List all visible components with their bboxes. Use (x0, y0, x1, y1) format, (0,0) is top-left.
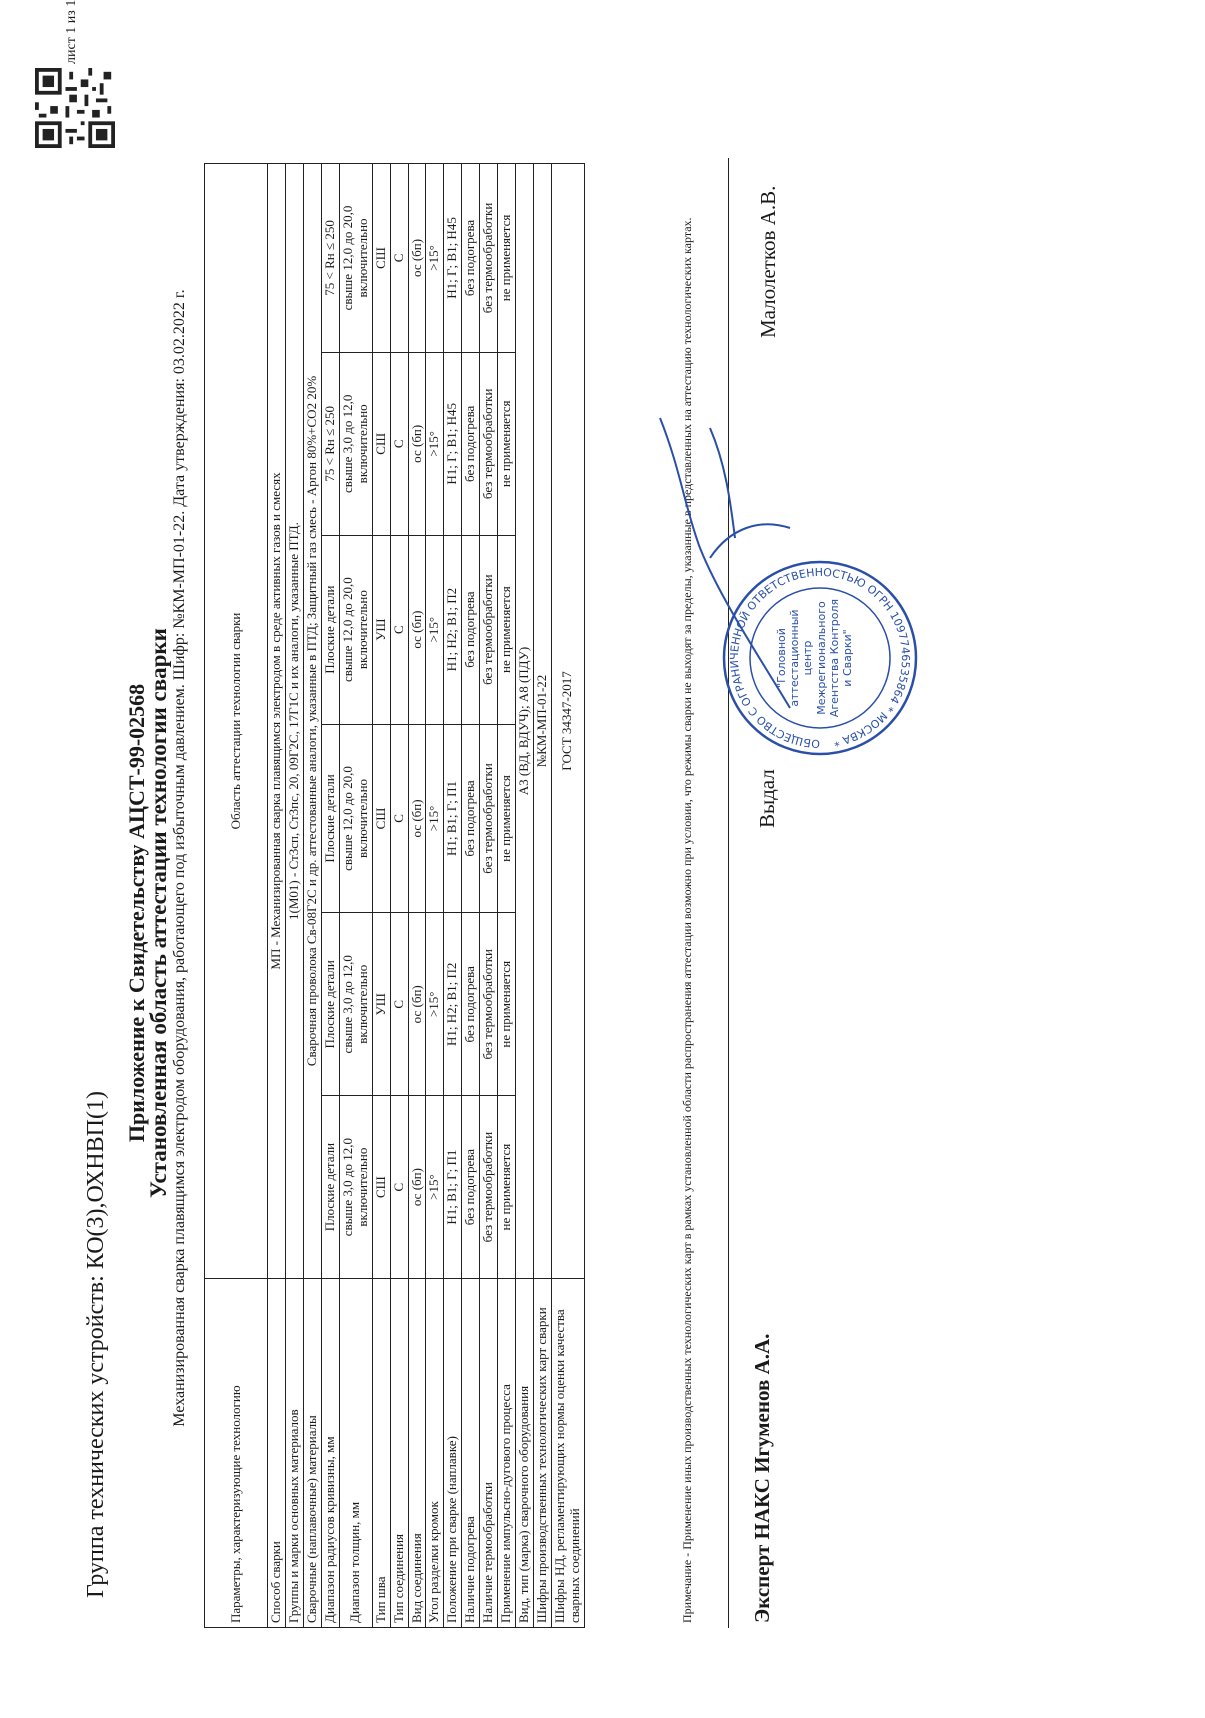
table-row (321, 164, 339, 1628)
table-row (498, 164, 516, 1628)
row-value: Сварочная проволока Св-08Г2С и др. аттестованные аналоги, указанные в ПТД; Защитный газ смесь - Аргон 80%+CO2 20% (303, 164, 321, 1279)
table-cell: С (390, 913, 408, 1096)
table-cell: >15° (426, 913, 444, 1096)
table-cell: свыше 12,0 до 20,0 включительно (339, 164, 372, 353)
area-header: Область аттестации технологии сварки (205, 164, 268, 1279)
footnote: Примечание - Применение иных производственных технологических карт в рамках установленной области распространения аттестации возможно при условии, что режимы сварки не выходят за пределы, указанные в представленных на аттестацию технологических картах. (680, 217, 694, 1623)
table-cell: не применяется (498, 1096, 516, 1279)
row-value: ГОСТ 34347-2017 (552, 164, 585, 1279)
attestation-table (204, 163, 585, 1628)
table-cell: ос (бп) (408, 164, 426, 353)
table-cell: без подогрева (462, 352, 480, 535)
device-group-line: Группа технических устройств: КО(3),ОХНВП(1) (83, 1091, 109, 1598)
table-row (552, 164, 585, 1628)
table-cell: без термообработки (480, 724, 498, 913)
table-cell: С (390, 1096, 408, 1279)
table-cell: Плоские детали (321, 535, 339, 724)
table-row (516, 164, 534, 1628)
table-cell: 75 < Rн ≤ 250 (321, 164, 339, 353)
param-header: Параметры, характеризующие технологию (205, 1279, 268, 1628)
table-cell: ос (бп) (408, 535, 426, 724)
table-row (462, 164, 480, 1628)
table-cell: Н1; Н2; В1; П2 (444, 535, 462, 724)
sheet-number: лист 1 из 1 (64, 0, 79, 64)
table-cell: свыше 3,0 до 12,0 включительно (339, 1096, 372, 1279)
table-cell: свыше 12,0 до 20,0 включительно (339, 724, 372, 913)
table-cell: С (390, 535, 408, 724)
row-label: Применение импульсно-дугового процесса (498, 1279, 516, 1628)
table-row (390, 164, 408, 1628)
table-row (480, 164, 498, 1628)
signer-name: Малолетков А.В. (756, 185, 780, 338)
table-row (268, 164, 286, 1628)
table-cell: не применяется (498, 724, 516, 913)
table-cell: >15° (426, 535, 444, 724)
table-cell: без термообработки (480, 1096, 498, 1279)
table-cell: без подогрева (462, 164, 480, 353)
table-cell: С (390, 164, 408, 353)
table-row (303, 164, 321, 1628)
table-row (426, 164, 444, 1628)
signature-icon (640, 398, 810, 718)
stamp-ring-text: ОБЩЕСТВО С ОГРАНИЧЕННОЙ ОТВЕТСТВЕННОСТЬЮ ОГРН 1097746535864 * МОСКВА * (727, 565, 913, 751)
table-cell: без термообработки (480, 913, 498, 1096)
table-row (444, 164, 462, 1628)
row-label: Наличие подогрева (462, 1279, 480, 1628)
stamp-center-text: "Головной аттестационный центр Межрегионального Агентства Контроля и Сварки" (775, 598, 854, 718)
table-row (372, 164, 390, 1628)
table-cell: без термообработки (480, 164, 498, 353)
row-value: А3 (ВД, ВДУЧ); А8 (ПДУ) (516, 164, 534, 1279)
row-label: Угол разделки кромок (426, 1279, 444, 1628)
table-cell: >15° (426, 164, 444, 353)
table-cell: ос (бп) (408, 724, 426, 913)
table-cell: Плоские детали (321, 1096, 339, 1279)
table-cell: свыше 3,0 до 12,0 включительно (339, 352, 372, 535)
table-row (285, 164, 303, 1628)
row-value: 1(М01) - Ст3сп, Ст3пс, 20, 09Г2С, 17Г1С и их аналоги, указанные ПТД. (285, 164, 303, 1279)
table-cell: ос (бп) (408, 352, 426, 535)
table-cell: не применяется (498, 164, 516, 353)
row-label: Способ сварки (268, 1279, 286, 1628)
table-cell: Н1; Г; В1; Н45 (444, 352, 462, 535)
row-label: Шифры производственных технологических карт сварки (534, 1279, 552, 1628)
row-label: Тип соединения (390, 1279, 408, 1628)
table-cell: Плоские детали (321, 913, 339, 1096)
table-cell: ос (бп) (408, 913, 426, 1096)
table-cell: УШ (372, 535, 390, 724)
row-label: Шифры НД, регламентирующих нормы оценки качества сварных соединений (552, 1279, 585, 1628)
table-cell: без подогрева (462, 535, 480, 724)
table-cell: СШ (372, 164, 390, 353)
row-label: Вид соединения (408, 1279, 426, 1628)
row-label: Тип шва (372, 1279, 390, 1628)
row-label: Диапазон толщин, мм (339, 1279, 372, 1628)
table-cell: С (390, 724, 408, 913)
table-cell: С (390, 352, 408, 535)
subtitle: Установленная область аттестации технологии сварки (146, 628, 171, 1198)
table-cell: не применяется (498, 913, 516, 1096)
table-cell: Н1; Н2; В1; П2 (444, 913, 462, 1096)
table-cell: Н1; Г; В1; Н45 (444, 164, 462, 353)
table-cell: СШ (372, 352, 390, 535)
row-label: Сварочные (наплавочные) материалы (303, 1279, 321, 1628)
table-cell: Плоские детали (321, 724, 339, 913)
table-cell: не применяется (498, 352, 516, 535)
expert-name: Эксперт НАКС Игуменов А.А. (750, 1333, 774, 1623)
issued-label: Выдал (755, 769, 779, 828)
table-row (534, 164, 552, 1628)
table-cell: ос (бп) (408, 1096, 426, 1279)
table-row (408, 164, 426, 1628)
table-cell: без подогрева (462, 1096, 480, 1279)
table-cell: 75 < Rн ≤ 250 (321, 352, 339, 535)
description: Механизированная сварка плавящимся электродом оборудования, работающего под избыточным давлением. Шифр: №КМ-МП-01-22. Дата утверждения: 03.02.2022 г. (171, 289, 188, 1427)
table-row (205, 164, 268, 1628)
table-cell: свыше 12,0 до 20,0 включительно (339, 535, 372, 724)
table-cell: Н1; В1; Г; П1 (444, 1096, 462, 1279)
table-cell: без термообработки (480, 352, 498, 535)
row-value: №КМ-МП-01-22 (534, 164, 552, 1279)
table-cell: >15° (426, 352, 444, 535)
row-label: Наличие термообработки (480, 1279, 498, 1628)
table-row (339, 164, 372, 1628)
qr-code-icon (35, 68, 115, 148)
table-cell: Н1; В1; Г; П1 (444, 724, 462, 913)
divider (728, 158, 729, 1628)
appendix-title: Приложение к Свидетельству АЦСТ-99-02568 (124, 683, 149, 1143)
table-cell: без подогрева (462, 913, 480, 1096)
table-cell: свыше 3,0 до 12,0 включительно (339, 913, 372, 1096)
row-label: Диапазон радиусов кривизны, мм (321, 1279, 339, 1628)
table-cell: УШ (372, 913, 390, 1096)
row-label: Вид, тип (марка) сварочного оборудования (516, 1279, 534, 1628)
table-cell: без термообработки (480, 535, 498, 724)
row-label: Группы и марки основных материалов (285, 1279, 303, 1628)
table-cell: без подогрева (462, 724, 480, 913)
row-value: МП - Механизированная сварка плавящимся электродом в среде активных газов и смесях (268, 164, 286, 1279)
table-cell: >15° (426, 724, 444, 913)
table-cell: СШ (372, 1096, 390, 1279)
table-cell: не применяется (498, 535, 516, 724)
table-cell: >15° (426, 1096, 444, 1279)
table-cell: СШ (372, 724, 390, 913)
row-label: Положение при сварке (наплавке) (444, 1279, 462, 1628)
